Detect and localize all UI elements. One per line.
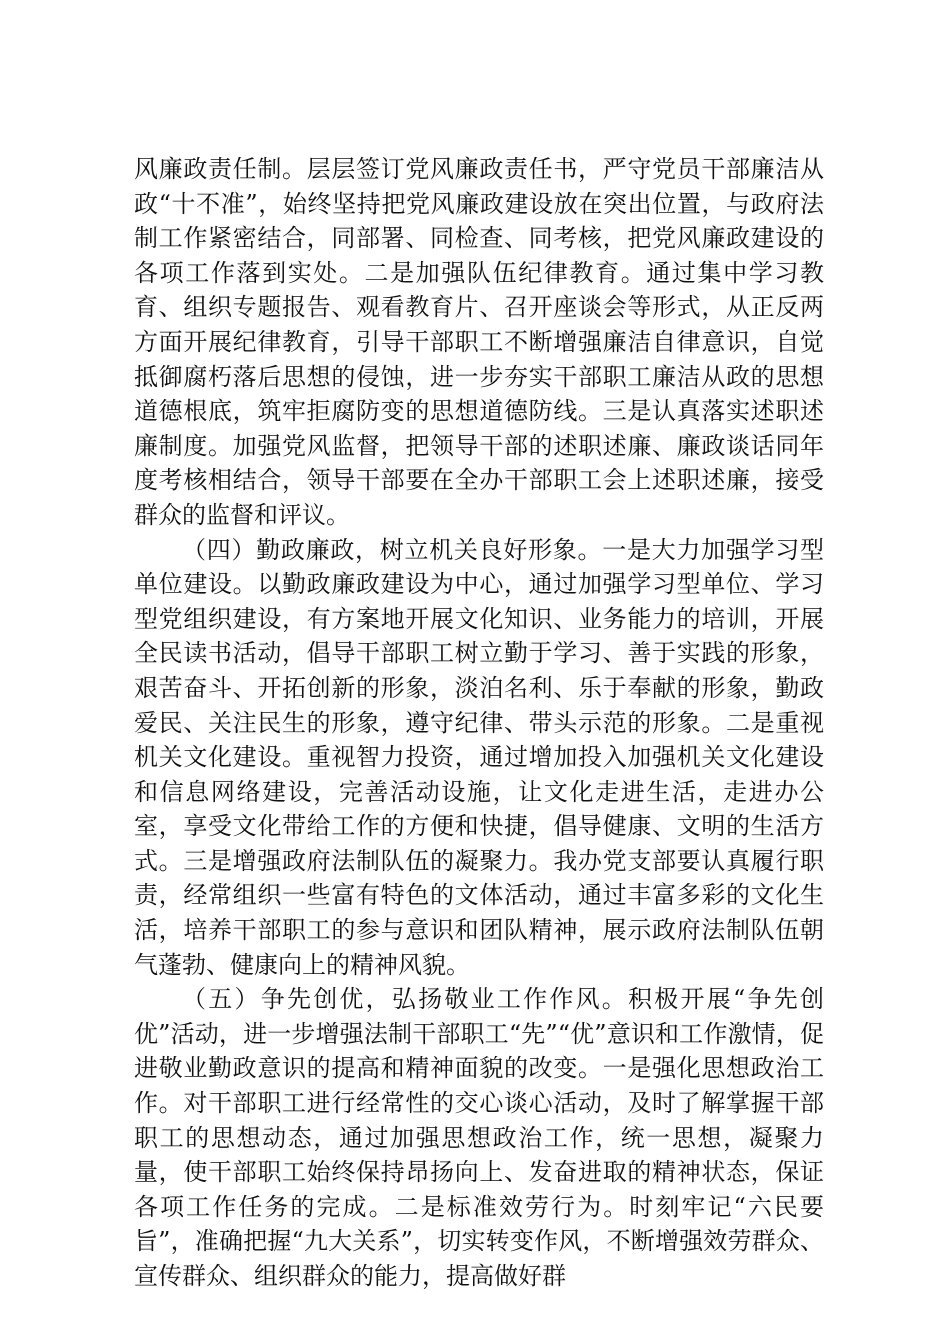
document-body xyxy=(134,152,824,1294)
paragraph-continuation: 风廉政责任制。层层签订党风廉政责任书，严守党员干部廉洁从政“十不准”，始终坚持把党风廉政建设放在突出位置，与政府法制工作紧密结合，同部署、同检查、同考核，把党风廉政建设的各项工作落到实处。二是加强队伍纪律教育。通过集中学习教育、组织专题报告、观看教育片、召开座谈会等形式，从正反两方面开展纪律教育，引导干部职工不断增强廉洁自律意识，自觉抵御腐朽落后思想的侵蚀，进一步夯实干部职工廉洁从政的思想道德根底，筑牢拒腐防变的思想道德防线。三是认真落实述职述廉制度。加强党风监督，把领导干部的述职述廉、廉政谈话同年度考核相结合，领导干部要在全办干部职工会上述职述廉，接受群众的监督和评议。 xyxy=(134,155,824,529)
paragraph-section-5: （五）争先创优，弘扬敬业工作作风。积极开展“争先创优”活动，进一步增强法制干部职工“先”“优”意识和工作激情，促进敬业勤政意识的提高和精神面貌的改变。一是强化思想政治工作。对干部职工进行经常性的交心谈心活动，及时了解掌握干部职工的思想动态，通过加强思想政治工作，统一思想，凝聚力量，使干部职工始终保持昂扬向上、发奋进取的精神状态，保证各项工作任务的完成。二是标准效劳行为。时刻牢记“六民要旨”，准确把握“九大关系”，切实转变作风，不断增强效劳群众、宣传群众、组织群众的能力，提高做好群 xyxy=(134,985,824,1290)
paragraph-section-4: （四）勤政廉政，树立机关良好形象。一是大力加强学习型单位建设。以勤政廉政建设为中心，通过加强学习型单位、学习型党组织建设，有方案地开展文化知识、业务能力的培训，开展全民读书活动，倡导干部职工树立勤于学习、善于实践的形象，艰苦奋斗、开拓创新的形象，淡泊名利、乐于奉献的形象，勤政爱民、关注民生的形象，遵守纪律、带头示范的形象。二是重视机关文化建设。重视智力投资，通过增加投入加强机关文化建设和信息网络建设，完善活动设施，让文化走进生活，走进办公室，享受文化带给工作的方便和快捷，倡导健康、文明的生活方式。三是增强政府法制队伍的凝聚力。我办党支部要认真履行职责，经常组织一些富有特色的文体活动，通过丰富多彩的文化生活，培养干部职工的参与意识和团队精神，展示政府法制队伍朝气蓬勃、健康向上的精神风貌。 xyxy=(134,535,824,979)
